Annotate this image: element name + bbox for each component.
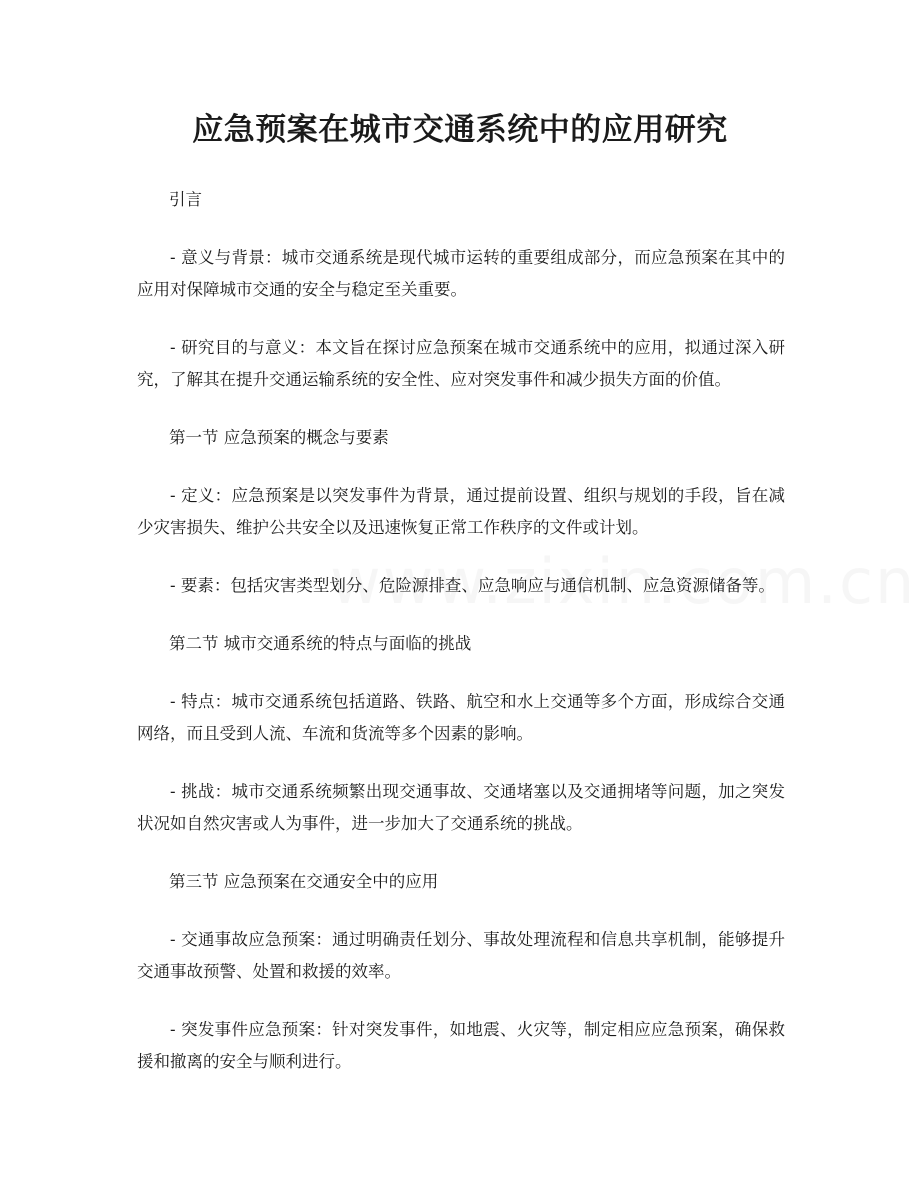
paragraph-significance: - 意义与背景：城市交通系统是现代城市运转的重要组成部分，而应急预案在其中的应用对保障城市交通的安全与稳定至关重要。 (137, 248, 785, 299)
paragraph-elements: - 要素：包括灾害类型划分、危险源排查、应急响应与通信机制、应急资源储备等。 (170, 576, 775, 595)
section-heading-1: 第一节 应急预案的概念与要素 (169, 428, 389, 447)
paragraph-challenges: - 挑战：城市交通系统频繁出现交通事故、交通堵塞以及交通拥堵等问题，加之突发状况如自然灾害或人为事件，进一步加大了交通系统的挑战。 (137, 782, 785, 833)
paragraph-emergency-plan: - 突发事件应急预案：针对突发事件，如地震、火灾等，制定相应应急预案，确保救援和撤离的安全与顺利进行。 (137, 1020, 785, 1071)
section-heading-2: 第二节 城市交通系统的特点与面临的挑战 (169, 634, 472, 653)
paragraph-accident-plan: - 交通事故应急预案：通过明确责任划分、事故处理流程和信息共享机制，能够提升交通事故预警、处置和救援的效率。 (137, 930, 785, 981)
section-heading-3: 第三节 应急预案在交通安全中的应用 (169, 872, 439, 891)
page-title: 应急预案在城市交通系统中的应用研究 (192, 112, 728, 148)
document-body (137, 184, 785, 1104)
paragraph-purpose: - 研究目的与意义：本文旨在探讨应急预案在城市交通系统中的应用，拟通过深入研究，了解其在提升交通运输系统的安全性、应对突发事件和减少损失方面的价值。 (137, 338, 785, 389)
paragraph-definition: - 定义：应急预案是以突发事件为背景，通过提前设置、组织与规划的手段，旨在减少灾害损失、维护公共安全以及迅速恢复正常工作秩序的文件或计划。 (137, 486, 785, 537)
section-heading-intro: 引言 (169, 190, 202, 209)
paragraph-features: - 特点：城市交通系统包括道路、铁路、航空和水上交通等多个方面，形成综合交通网络，而且受到人流、车流和货流等多个因素的影响。 (137, 692, 785, 743)
